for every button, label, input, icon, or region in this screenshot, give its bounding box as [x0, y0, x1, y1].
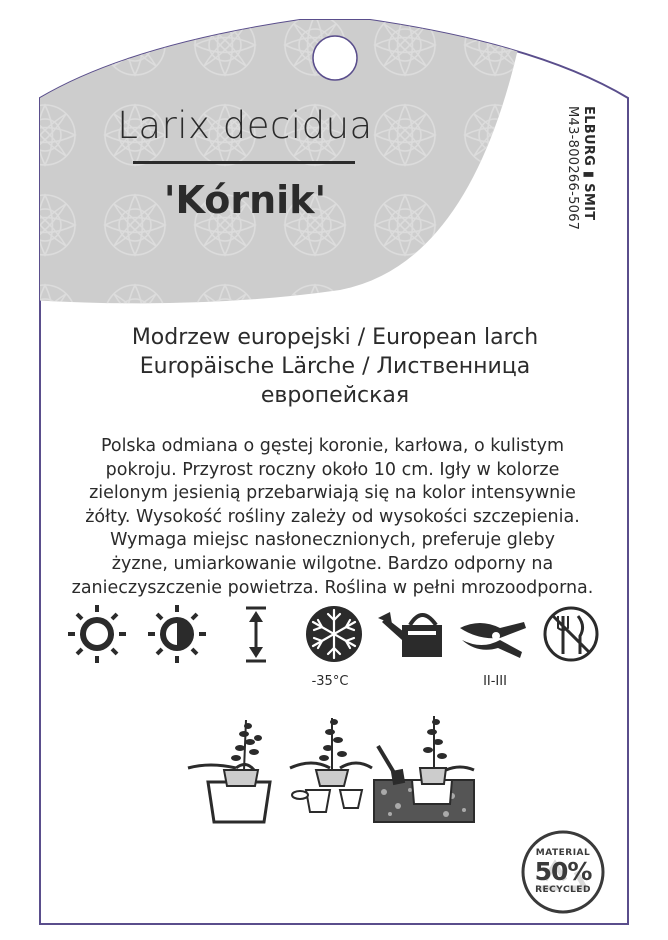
- description-line: żyzne, umiarkowanie wilgotne. Bardzo odporny na: [111, 553, 554, 574]
- common-name-line: европейская: [260, 383, 410, 408]
- description-line: pokroju. Przyrost roczny około 10 cm. Igły w kolorze: [105, 459, 560, 480]
- common-name-line: Modrzew europejski / European larch: [131, 325, 539, 350]
- cultivar-name: 'Kórnik': [163, 178, 327, 222]
- description-line: Polska odmiana o gęstej koronie, karłowa, o kulistym: [100, 436, 565, 456]
- badge-percent-text: 50%: [534, 857, 592, 886]
- common-name-line: Europäische Lärche / Лиственница: [139, 354, 531, 379]
- hang-hole: [313, 36, 357, 80]
- description-line: zanieczyszczenie powietrza. Roślina w pełni mrozoodporna.: [71, 577, 594, 598]
- pruning-months-caption: II-III: [483, 674, 507, 689]
- description-line: Wymaga miejsc nasłonecznionych, preferuje gleby: [110, 530, 555, 551]
- common-names: [70, 323, 600, 410]
- frost-hardiness-icon: [306, 606, 362, 662]
- brand-name: ELBURG ▮ SMIT: [581, 106, 596, 221]
- description-line: żółty. Wysokość rośliny zależy od wysokości szczepienia.: [85, 506, 580, 527]
- product-code: M43-800266-5067: [565, 106, 580, 231]
- badge-material-text: MATERIAL: [535, 848, 591, 858]
- badge-recycled-text: RECYCLED: [535, 885, 591, 895]
- title-divider: [133, 161, 355, 164]
- latin-name: Larix decidua: [117, 104, 373, 147]
- plant-description: [60, 435, 605, 600]
- frost-temperature-caption: -35°C: [311, 674, 349, 689]
- description-line: zielonym jesienią przebarwiają się na kolor intensywnie: [89, 483, 576, 504]
